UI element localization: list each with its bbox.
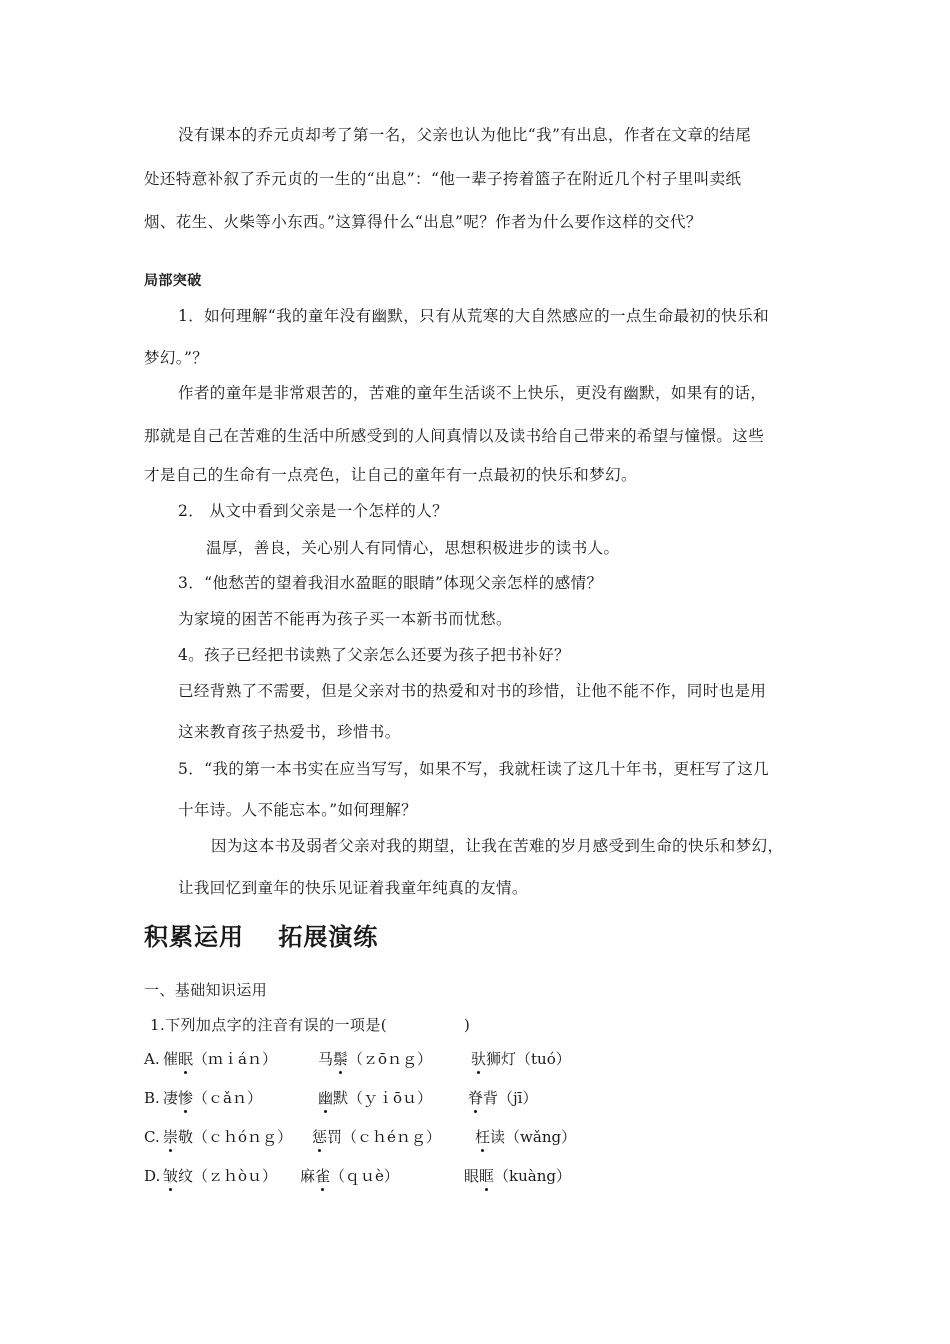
option-b-item-1: 凄惨（ｃǎｎ） xyxy=(163,1089,262,1107)
q2-question: 2． 从文中看到父亲是一个怎样的人？ xyxy=(178,502,448,520)
q5-line-1: 5．“我的第一本书实在应当写写，如果不写，我就枉读了这几十年书，更枉写了这几 xyxy=(178,760,769,778)
q5-answer-1: 因为这本书及弱者父亲对我的期望，让我在苦难的岁月感受到生命的快乐和梦幻， xyxy=(211,837,784,855)
option-c-label: C. xyxy=(144,1128,160,1146)
q2-answer: 温厚，善良，关心别人有同情心，思想积极进步的读书人。 xyxy=(206,539,620,557)
q5-answer-2: 让我回忆到童年的快乐见证着我童年纯真的友情。 xyxy=(178,879,528,897)
section-heading: 积累运用 拓展演练 xyxy=(144,923,379,951)
option-c-item-2: 惩罚（ｃｈéｎｇ） xyxy=(312,1128,441,1146)
option-a-item-2: 马鬃（ｚōｎｇ） xyxy=(318,1050,433,1068)
option-b-item-2: 幽默（ｙｉōｕ） xyxy=(318,1089,433,1107)
q4-answer-2: 这来教育孩子热爱书，珍惜书。 xyxy=(178,723,401,741)
option-a-item-1: 催眠（ｍｉáｎ） xyxy=(163,1050,277,1068)
option-b-item-3: 脊背（jī） xyxy=(468,1089,538,1107)
intro-line-3: 烟、花生、火柴等小东西。”这算得什么“出息”呢？作者为什么要作这样的交代？ xyxy=(144,213,702,231)
option-a-item-3: 驮狮灯（tuó） xyxy=(471,1050,571,1068)
q1-answer-1: 作者的童年是非常艰苦的，苦难的童年生活谈不上快乐，更没有幽默，如果有的话， xyxy=(178,384,767,402)
q3-answer: 为家境的困苦不能再为孩子买一本新书而忧愁。 xyxy=(178,610,512,628)
q1-answer-3: 才是自己的生命有一点亮色，让自己的童年有一点最初的快乐和梦幻。 xyxy=(144,466,637,484)
option-d-item-3: 眼眶（kuàng） xyxy=(464,1167,571,1185)
q1-line-1: 1．如何理解“我的童年没有幽默，只有从荒寒的大自然感应的一点生命最初的快乐和 xyxy=(178,307,769,325)
option-c-item-1: 崇敬（ｃｈóｎｇ） xyxy=(163,1128,293,1146)
q4-answer-1: 已经背熟了不需要，但是父亲对书的热爱和对书的珍惜，让他不能不作，同时也是用 xyxy=(178,682,767,700)
option-c-item-3: 枉读（wǎng） xyxy=(475,1128,577,1146)
q1-line-2: 梦幻。”？ xyxy=(144,349,209,367)
option-d-item-1: 皱纹（ｚｈòｕ） xyxy=(163,1167,278,1185)
q4-question: 4。孩子已经把书读熟了父亲怎么还要为孩子把书补好？ xyxy=(178,646,570,664)
intro-line-1: 没有课本的乔元贞却考了第一名，父亲也认为他比“我”有出息，作者在文章的结尾 xyxy=(178,126,752,144)
option-a-label: A. xyxy=(144,1050,160,1068)
section-title: 局部突破 xyxy=(144,273,202,289)
option-d-item-2: 麻雀（ｑｕè） xyxy=(300,1167,399,1185)
q1-answer-2: 那就是自己在苦难的生活中所感受到的人间真情以及读书给自己带来的希望与憧憬。这些 xyxy=(144,427,765,445)
choice-question: 1.下列加点字的注音有误的一项是( ) xyxy=(150,1016,471,1034)
subsection-title: 一、基础知识运用 xyxy=(144,981,268,999)
intro-line-2: 处还特意补叙了乔元贞的一生的“出息”：“他一辈子挎着篮子在附近几个村子里叫卖纸 xyxy=(144,170,742,188)
option-b-label: B. xyxy=(144,1089,160,1107)
q5-line-2: 十年诗。人不能忘本。”如何理解？ xyxy=(178,801,418,819)
q3-question: 3．“他愁苦的望着我泪水盈眶的眼睛”体现父亲怎样的感情？ xyxy=(178,574,603,592)
option-d-label: D. xyxy=(144,1167,161,1185)
